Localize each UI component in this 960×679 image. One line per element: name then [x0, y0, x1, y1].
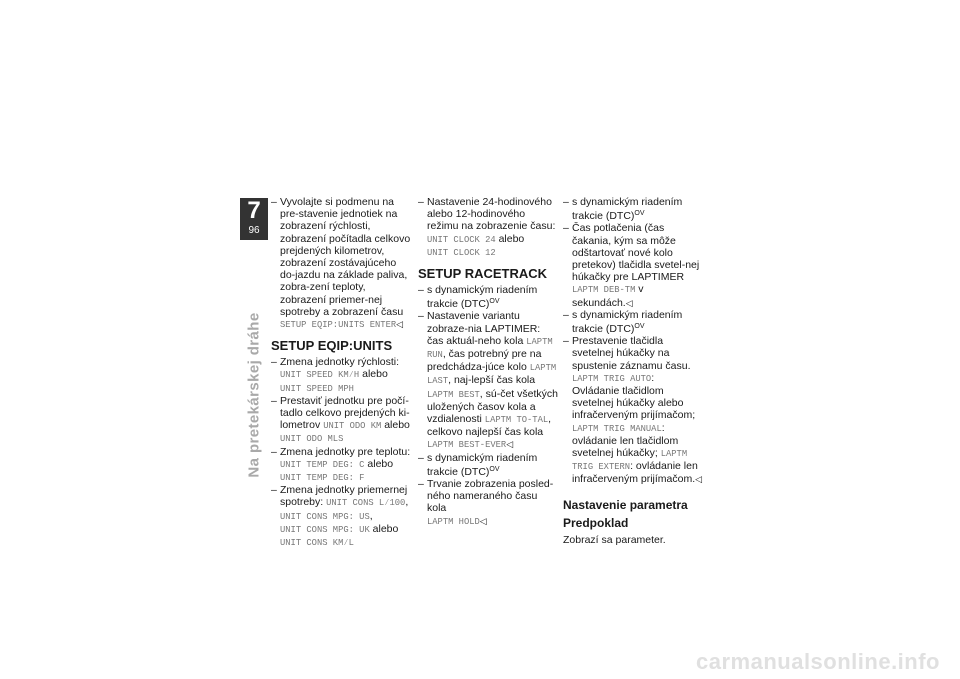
list-item: – s dynamickým riadením trakcie (DTC)$^{OV}$ [418, 451, 538, 478]
display-code: UNIT CONS KM⁄L [280, 538, 354, 549]
dash-bullet: – [271, 356, 277, 369]
display-code: UNIT SPEED MPH [280, 383, 354, 394]
column-1 [271, 196, 411, 549]
column-3 [563, 196, 703, 546]
display-code: UNIT CONS MPG: US [280, 511, 370, 522]
option-marker: OV [634, 210, 645, 218]
chapter-number: 7 [247, 197, 261, 224]
display-code: LAPTM TRIG MANUAL [572, 423, 662, 434]
dash-bullet: – [271, 445, 277, 458]
display-code: UNIT CONS L⁄100 [326, 498, 406, 509]
display-code: UNIT ODO KM [323, 421, 382, 432]
section-heading: Nastavenie parametra Predpoklad [563, 497, 688, 530]
list-item: – Nastavenie variantu zobraze-nia LAPTIMER: čas aktuál-neho kola LAPTM RUN, čas potrebný pre na predchádza-júce kolo LAPTM LAST, naj-lepší čas kola LAPTM BEST, sú-čet všetkých uložených časov kola a vzdialenosti LAPTM TO-TAL, celkovo najlepší čas kola LAPTM BEST-EVER◁ [418, 310, 558, 451]
display-code: UNIT SPEED KM⁄H [280, 370, 360, 381]
display-code: LAPTM LAST [427, 363, 557, 387]
section-heading: SETUP RACETRACK [418, 266, 548, 282]
list-item: – s dynamickým riadením trakcie (DTC)$^{OV}$ [563, 196, 683, 223]
display-code: UNIT ODO MLS [280, 434, 344, 445]
dash-bullet: – [563, 308, 569, 321]
dash-bullet: – [271, 484, 277, 497]
display-code: LAPTM TO-TAL [484, 415, 549, 426]
section-heading: SETUP EQIP:UNITS [271, 338, 393, 354]
dash-bullet: – [271, 196, 277, 208]
end-marker: ◁ [625, 297, 633, 308]
list-item: – s dynamickým riadením trakcie (DTC)$^{OV}$ [563, 308, 683, 336]
paragraph: Zobrazí sa parameter. [563, 533, 666, 546]
display-code: UNIT TEMP DEG: C [280, 459, 365, 470]
display-code: SETUP EQIP:UNITS ENTER [280, 320, 397, 331]
display-code: UNIT CLOCK 12 [427, 247, 496, 258]
display-code: LAPTM BEST [427, 389, 480, 400]
list-item: – Zmena jednotky priemernej spotreby: UNIT CONS L⁄100, UNIT CONS MPG: US, UNIT CONS MPG: UK alebo UNIT CONS KM⁄L [271, 484, 409, 549]
dash-bullet: – [418, 478, 424, 491]
display-code: UNIT CONS MPG: UK [280, 524, 370, 535]
list-item: – s dynamickým riadením trakcie (DTC)$^{OV}$ [418, 284, 538, 311]
display-code: LAPTM TRIG AUTO [572, 373, 652, 384]
dash-bullet: – [418, 196, 424, 208]
side-chapter-title: Na pretekárskej dráhe [245, 312, 263, 478]
list-item: – Prestavenie tlačidla svetelnej húkačky na spustenie záznamu času. LAPTM TRIG AUTO: Ovládanie tlačidlom svetelnej húkačky alebo infračerveným prijímačom; LAPTM TRIG MANUAL: ovládanie len tlačidlom svetelnej húkačky; LAPTM TRIG EXTERN: ovládanie len infračerveným prijímačom.◁ [563, 335, 703, 486]
watermark: carmanualsonline.info [696, 649, 940, 674]
dash-bullet: – [563, 335, 569, 348]
option-marker: OV [489, 465, 500, 473]
end-marker: ◁ [506, 439, 514, 450]
list-item: – Zmena jednotky pre teplotu: UNIT TEMP DEG: C alebo UNIT TEMP DEG: F [271, 445, 411, 484]
dash-bullet: – [418, 451, 424, 464]
display-code: LAPTM TRIG EXTERN [572, 449, 688, 473]
page-number: 96 [248, 225, 260, 236]
display-code: LAPTM DEB-TM [572, 285, 636, 296]
display-code: LAPTM BEST-EVER [427, 440, 507, 451]
list-item: – Prestaviť jednotku pre počí-tadlo celkovo prejdených ki-lometrov UNIT ODO KM alebo UNIT ODO MLS [271, 394, 410, 445]
dash-bullet: – [418, 310, 424, 323]
option-marker: OV [489, 298, 500, 306]
dash-bullet: – [563, 196, 569, 208]
end-marker: ◁ [479, 515, 487, 526]
end-marker: ◁ [695, 474, 703, 485]
dash-bullet: – [271, 394, 277, 407]
list-item: – Nastavenie 24-hodinového alebo 12-hodinového režimu na zobrazenie času: UNIT CLOCK 24 alebo UNIT CLOCK 12 [418, 196, 556, 258]
list-item: – Čas potlačenia (čas čakania, kým sa môže odštartovať nové kolo pretekov) tlačidla svetel-nej húkačky pre LAPTIMER LAPTM DEB-TM v sekundách.◁ [563, 222, 700, 309]
display-code: UNIT CLOCK 24 [427, 234, 496, 245]
dash-bullet: – [418, 284, 424, 297]
column-2 [418, 196, 558, 528]
chapter-tab [240, 198, 268, 240]
display-code: LAPTM RUN [427, 336, 553, 361]
end-marker: ◁ [396, 319, 404, 330]
display-code: UNIT TEMP DEG: F [280, 473, 365, 484]
display-code: LAPTM HOLD [427, 516, 480, 527]
dash-bullet: – [563, 222, 569, 235]
list-item: – Zmena jednotky rýchlosti: UNIT SPEED KM⁄H alebo UNIT SPEED MPH [271, 356, 400, 394]
list-item: – Vyvolajte si podmenu na pre-stavenie jednotiek na zobrazení rýchlosti, zobrazení počítadla celkovo prejdených kilometrov, zobrazení zostávajúceho do-jazdu na základe paliva, zobra-zení teploty, zobrazení priemer-nej spotreby a zobrazení času SETUP EQIP:UNITS ENTER◁ [271, 196, 411, 331]
list-item: – Trvanie zobrazenia posled-ného nameraného času kola LAPTM HOLD◁ [418, 478, 554, 527]
option-marker: OV [634, 323, 645, 331]
